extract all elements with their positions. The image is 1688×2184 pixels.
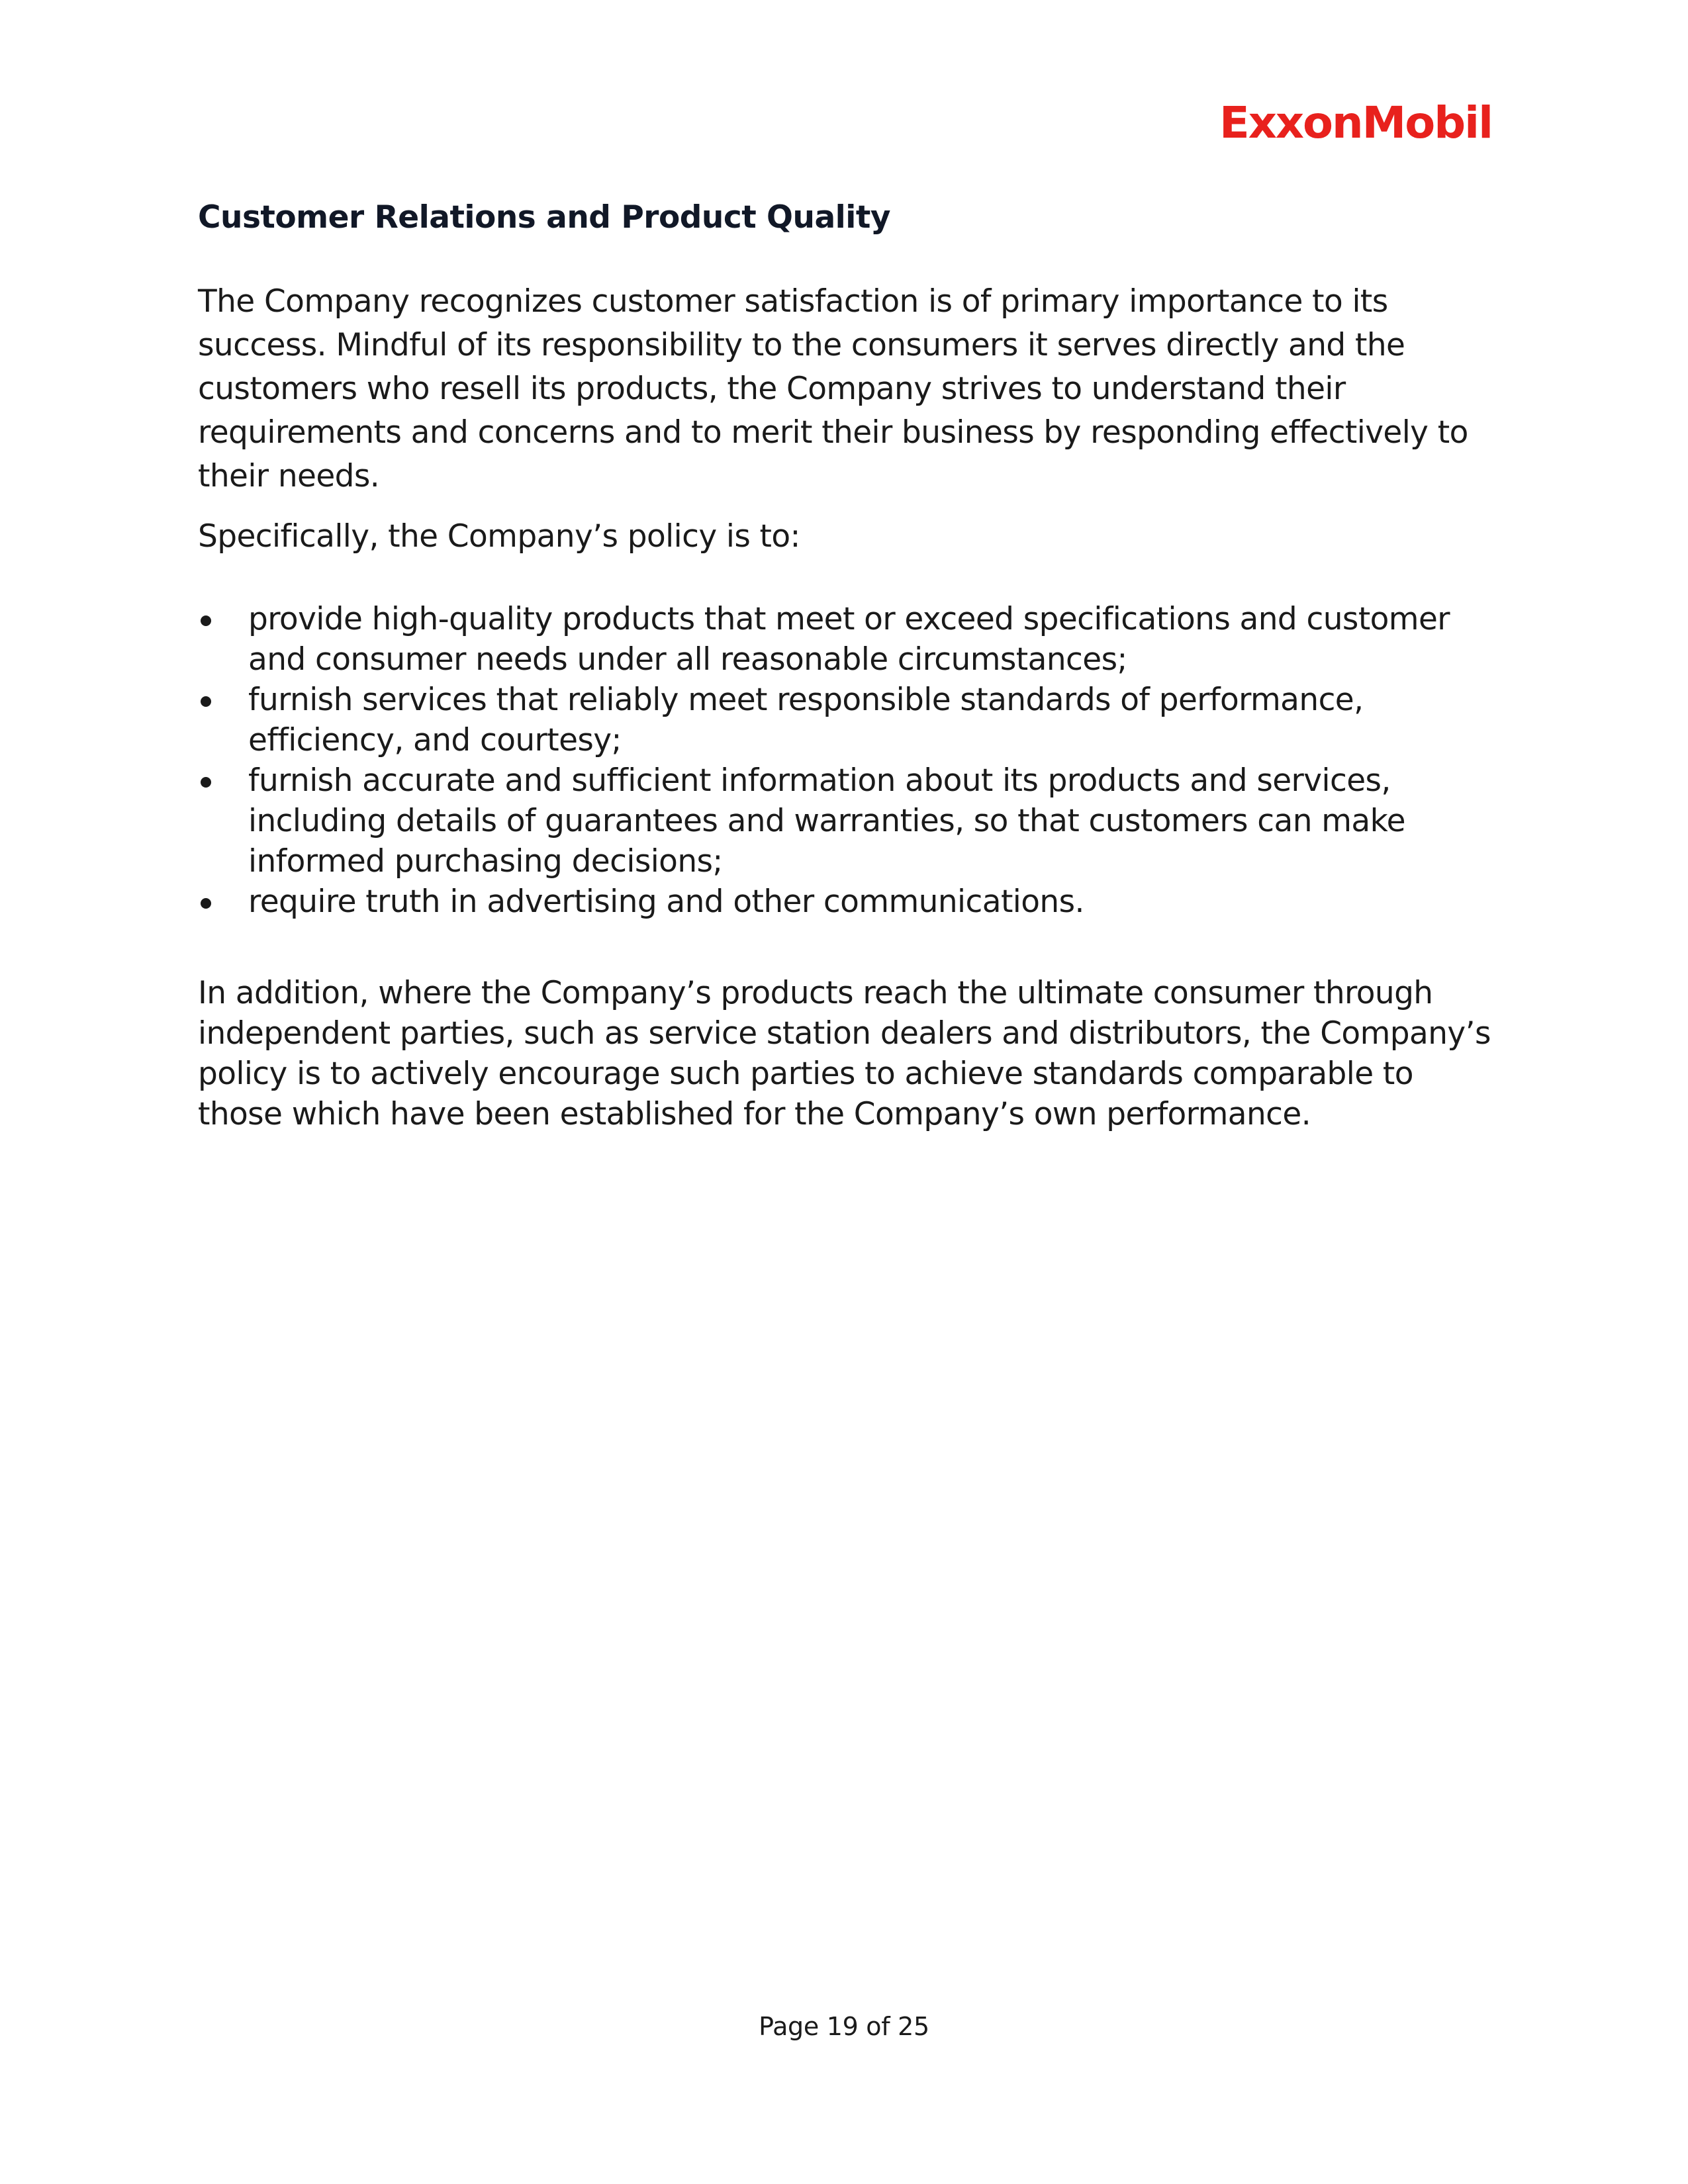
list-item-text: require truth in advertising and other communications. (248, 884, 1084, 920)
section-title: Customer Relations and Product Quality (198, 199, 890, 236)
list-item-text: provide high-quality products that meet or exceed specifications and customer and consumer needs under all reasonable circumstances; (248, 601, 1450, 678)
list-item-text: furnish accurate and sufficient information about its products and services, including details of guarantees and warranties, so that customers can make informed purchasing decisions; (248, 762, 1405, 880)
list-item (198, 760, 1495, 882)
bullet-icon (201, 696, 211, 707)
exxonmobil-logo (1219, 96, 1497, 157)
list-item (198, 680, 1495, 760)
list-item (198, 882, 1495, 922)
svg-text:ExxonMobil: ExxonMobil (1219, 97, 1492, 148)
list-item-text: furnish services that reliably meet responsible standards of performance, efficiency, and courtesy; (248, 682, 1364, 758)
addition-paragraph: In addition, where the Company’s products reach the ultimate consumer through independent parties, such as service station dealers and distributors, the Company’s policy is to actively encourage such parties to achieve standards comparable to those which have been established for the Company’s own performance. (198, 975, 1491, 1132)
list-item (198, 599, 1495, 680)
policy-list (198, 599, 1495, 922)
policy-lead-paragraph: Specifically, the Company’s policy is to: (198, 518, 800, 555)
bullet-icon (201, 615, 211, 626)
page-number: Page 19 of 25 (759, 2012, 929, 2041)
bullet-icon (201, 777, 211, 788)
exxonmobil-logo-graphic (1219, 96, 1497, 157)
bullet-icon (201, 898, 211, 909)
intro-paragraph: The Company recognizes customer satisfaction is of primary importance to its success. Mindful of its responsibility to the consumers it serves directly and the customers who resell its products, the Company strives to understand their requirements and concerns and to merit their business by responding effectively to their needs. (198, 283, 1468, 494)
